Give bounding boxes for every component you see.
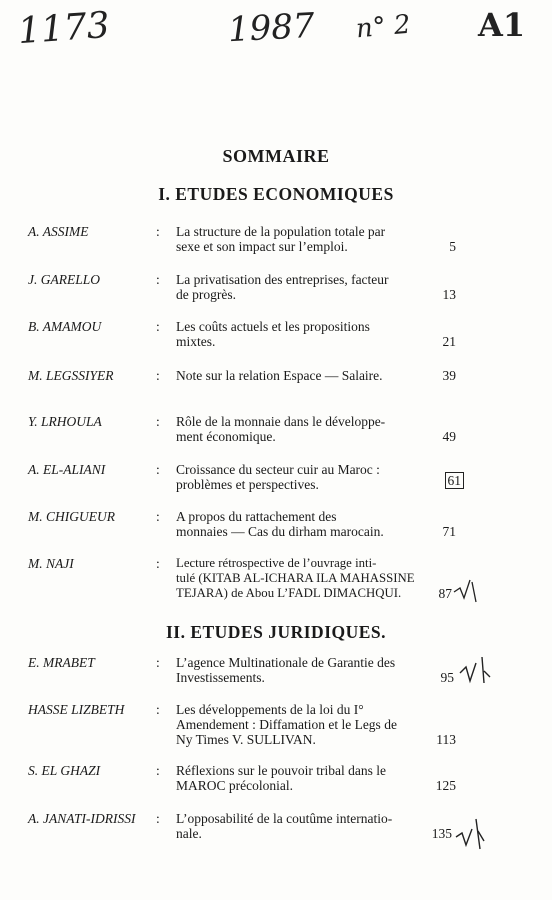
toc-separator: : [156,272,160,287]
toc-separator: : [156,462,160,477]
toc-separator: : [156,811,160,826]
toc-title: Les développements de la loi du I° Amendement : Diffamation et le Legs de Ny Times V. SULLIVAN. [176,702,397,747]
toc-page-number: 21 [442,334,456,349]
toc-separator: : [156,368,160,383]
toc-title: Rôle de la monnaie dans le développe- ment économique. [176,414,386,444]
toc-title: Croissance du secteur cuir au Maroc : problèmes et perspectives. [176,462,380,492]
toc-page-number: 49 [442,429,456,444]
toc-author: Y. LRHOULA [28,414,102,429]
toc-separator: : [156,509,160,524]
toc-author: M. LEGSSIYER [28,368,114,383]
toc-separator: : [156,655,160,670]
toc-page-number: 95 [440,670,454,685]
toc-separator: : [156,224,160,239]
toc-author: S. EL GHAZI [28,763,101,778]
handwritten-page-mark: A1 [478,6,526,44]
toc-author: A. ASSIME [28,224,89,239]
toc-title: L’agence Multinationale de Garantie des Investissements. [176,655,396,685]
toc-page-number: 71 [442,524,456,539]
handwritten-year: 1987 [227,5,316,51]
toc-page-number: 113 [436,732,456,747]
toc-separator: : [156,556,160,571]
section-title-legal: II. ETUDES JURIDIQUES. [165,622,387,642]
toc-author: E. MRABET [28,655,95,670]
toc-author: M. NAJI [28,556,74,571]
toc-page-number: 135 [431,826,452,841]
toc-page-number: 5 [449,239,456,254]
toc-title: La structure de la population totale par sexe et son impact sur l’emploi. [176,224,386,254]
toc-separator: : [156,763,160,778]
toc-title: Les coûts actuels et les propositions mixtes. [176,319,370,349]
toc-title: Note sur la relation Espace — Salaire. [176,368,383,383]
toc-title: L’opposabilité de la coutûme internatio- nale. [176,811,393,841]
page-title: SOMMAIRE [222,146,330,166]
handwritten-issue-number: n° 2 [354,9,412,45]
toc-title: La privatisation des entreprises, facteur de progrès. [176,272,389,302]
toc-author: A. EL-ALIANI [28,462,106,477]
circled-page-mark: 61 [445,472,465,489]
handwritten-catalog-number: 1173 [16,4,111,53]
toc-page-number: 125 [435,778,456,793]
toc-separator: : [156,319,160,334]
handwritten-check-icon [458,653,492,687]
handwritten-check-icon [454,813,486,853]
toc-page-number: 87 [438,586,452,601]
toc-page-number: 13 [442,287,456,302]
toc-separator: : [156,702,160,717]
toc-author: J. GARELLO [28,272,100,287]
section-title-economic: I. ETUDES ECONOMIQUES [158,184,394,204]
toc-author: A. JANATI-IDRISSI [28,811,136,826]
toc-author: HASSE LIZBETH [28,702,125,717]
toc-author: B. AMAMOU [28,319,102,334]
toc-separator: : [156,414,160,429]
toc-title: Lecture rétrospective de l’ouvrage inti- tulé (KITAB AL-ICHARA ILA MAHASSINE TEJARA) de Abou L’FADL DIMACHQUI. [176,556,415,600]
toc-page-number: 39 [442,368,456,383]
toc-title: A propos du rattachement des monnaies — Cas du dirham marocain. [176,509,384,539]
toc-title: Réflexions sur le pouvoir tribal dans le MAROC précolonial. [176,763,386,793]
handwritten-check-icon [452,576,478,606]
toc-author: M. CHIGUEUR [28,509,115,524]
toc-page-number [445,473,465,488]
